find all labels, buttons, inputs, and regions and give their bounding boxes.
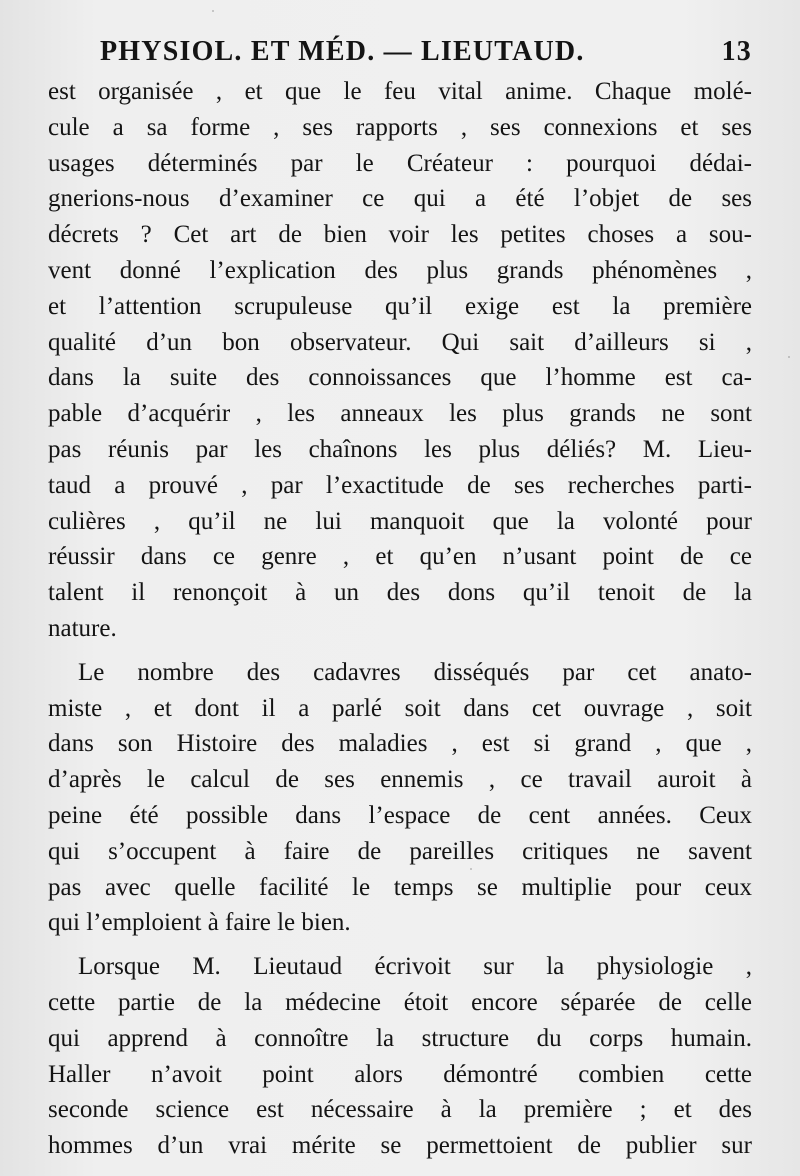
text-line: d’après le calcul de ses ennemis , ce travail auroit à <box>48 766 752 794</box>
paragraph-3 <box>48 949 752 1164</box>
text-line: vent donné l’explication des plus grands phénomènes , <box>48 256 752 284</box>
text-line: pable d’acquérir , les anneaux les plus grands ne sont <box>48 400 752 428</box>
text-line: gnerions-nous d’examiner ce qui a été l’objet de ses <box>48 185 752 213</box>
page-number: 13 <box>721 36 752 67</box>
text-line: et l’attention scrupuleuse qu’il exige est la première <box>48 292 752 320</box>
paragraph-2 <box>48 655 752 941</box>
running-head-title: PHYSIOL. ET MÉD. — LIEUTAUD. <box>100 36 585 67</box>
text-line: nature. <box>48 614 117 642</box>
text-line: qui apprend à connoître la structure du corps humain. <box>48 1024 752 1052</box>
text-line: cette partie de la médecine étoit encore séparée de celle <box>48 988 752 1016</box>
text-line: réussir dans ce genre , et qu’en n’usant point de ce <box>48 543 752 571</box>
text-line: cule a sa forme , ses rapports , ses connexions et ses <box>48 113 752 141</box>
running-head <box>100 36 752 74</box>
paper-speck <box>212 10 214 12</box>
text-line: Le nombre des cadavres disséqués par cet anato- <box>78 658 752 686</box>
text-line: hommes d’un vrai mérite se permettoient de publier sur <box>48 1132 752 1160</box>
text-line: dans la suite des connoissances que l’homme est ca- <box>48 364 752 392</box>
text-line: seconde science est nécessaire à la première ; et des <box>48 1096 752 1124</box>
text-line: usages déterminés par le Créateur : pourquoi dédai- <box>48 149 752 177</box>
text-line: qui l’emploient à faire le bien. <box>48 909 351 937</box>
text-line: qualité d’un bon observateur. Qui sait d’ailleurs si , <box>48 328 752 356</box>
text-line: décrets ? Cet art de bien voir les petites choses a sou- <box>48 221 752 249</box>
paper-speck <box>788 356 790 358</box>
paragraph-1 <box>48 74 752 647</box>
text-line: talent il renonçoit à un des dons qu’il tenoit de la <box>48 579 752 607</box>
text-line: Lorsque M. Lieutaud écrivoit sur la physiologie , <box>78 953 752 981</box>
text-line: est organisée , et que le feu vital anime. Chaque molé- <box>48 78 752 105</box>
text-line: qui s’occupent à faire de pareilles critiques ne savent <box>48 837 752 865</box>
text-line: peine été possible dans l’espace de cent années. Ceux <box>48 801 752 829</box>
text-line: pas réunis par les chaînons les plus déliés? M. Lieu- <box>48 435 752 463</box>
text-line: miste , et dont il a parlé soit dans cet ouvrage , soit <box>48 694 752 722</box>
text-line: dans son Histoire des maladies , est si grand , que , <box>48 730 752 758</box>
text-line: Haller n’avoit point alors démontré combien cette <box>48 1060 752 1088</box>
text-line: taud a prouvé , par l’exactitude de ses recherches parti- <box>48 471 752 499</box>
paper-speck <box>470 868 472 870</box>
text-line: pas avec quelle facilité le temps se multiplie pour ceux <box>48 873 752 901</box>
text-line: culières , qu’il ne lui manquoit que la volonté pour <box>48 507 752 535</box>
body-text <box>48 74 752 1164</box>
